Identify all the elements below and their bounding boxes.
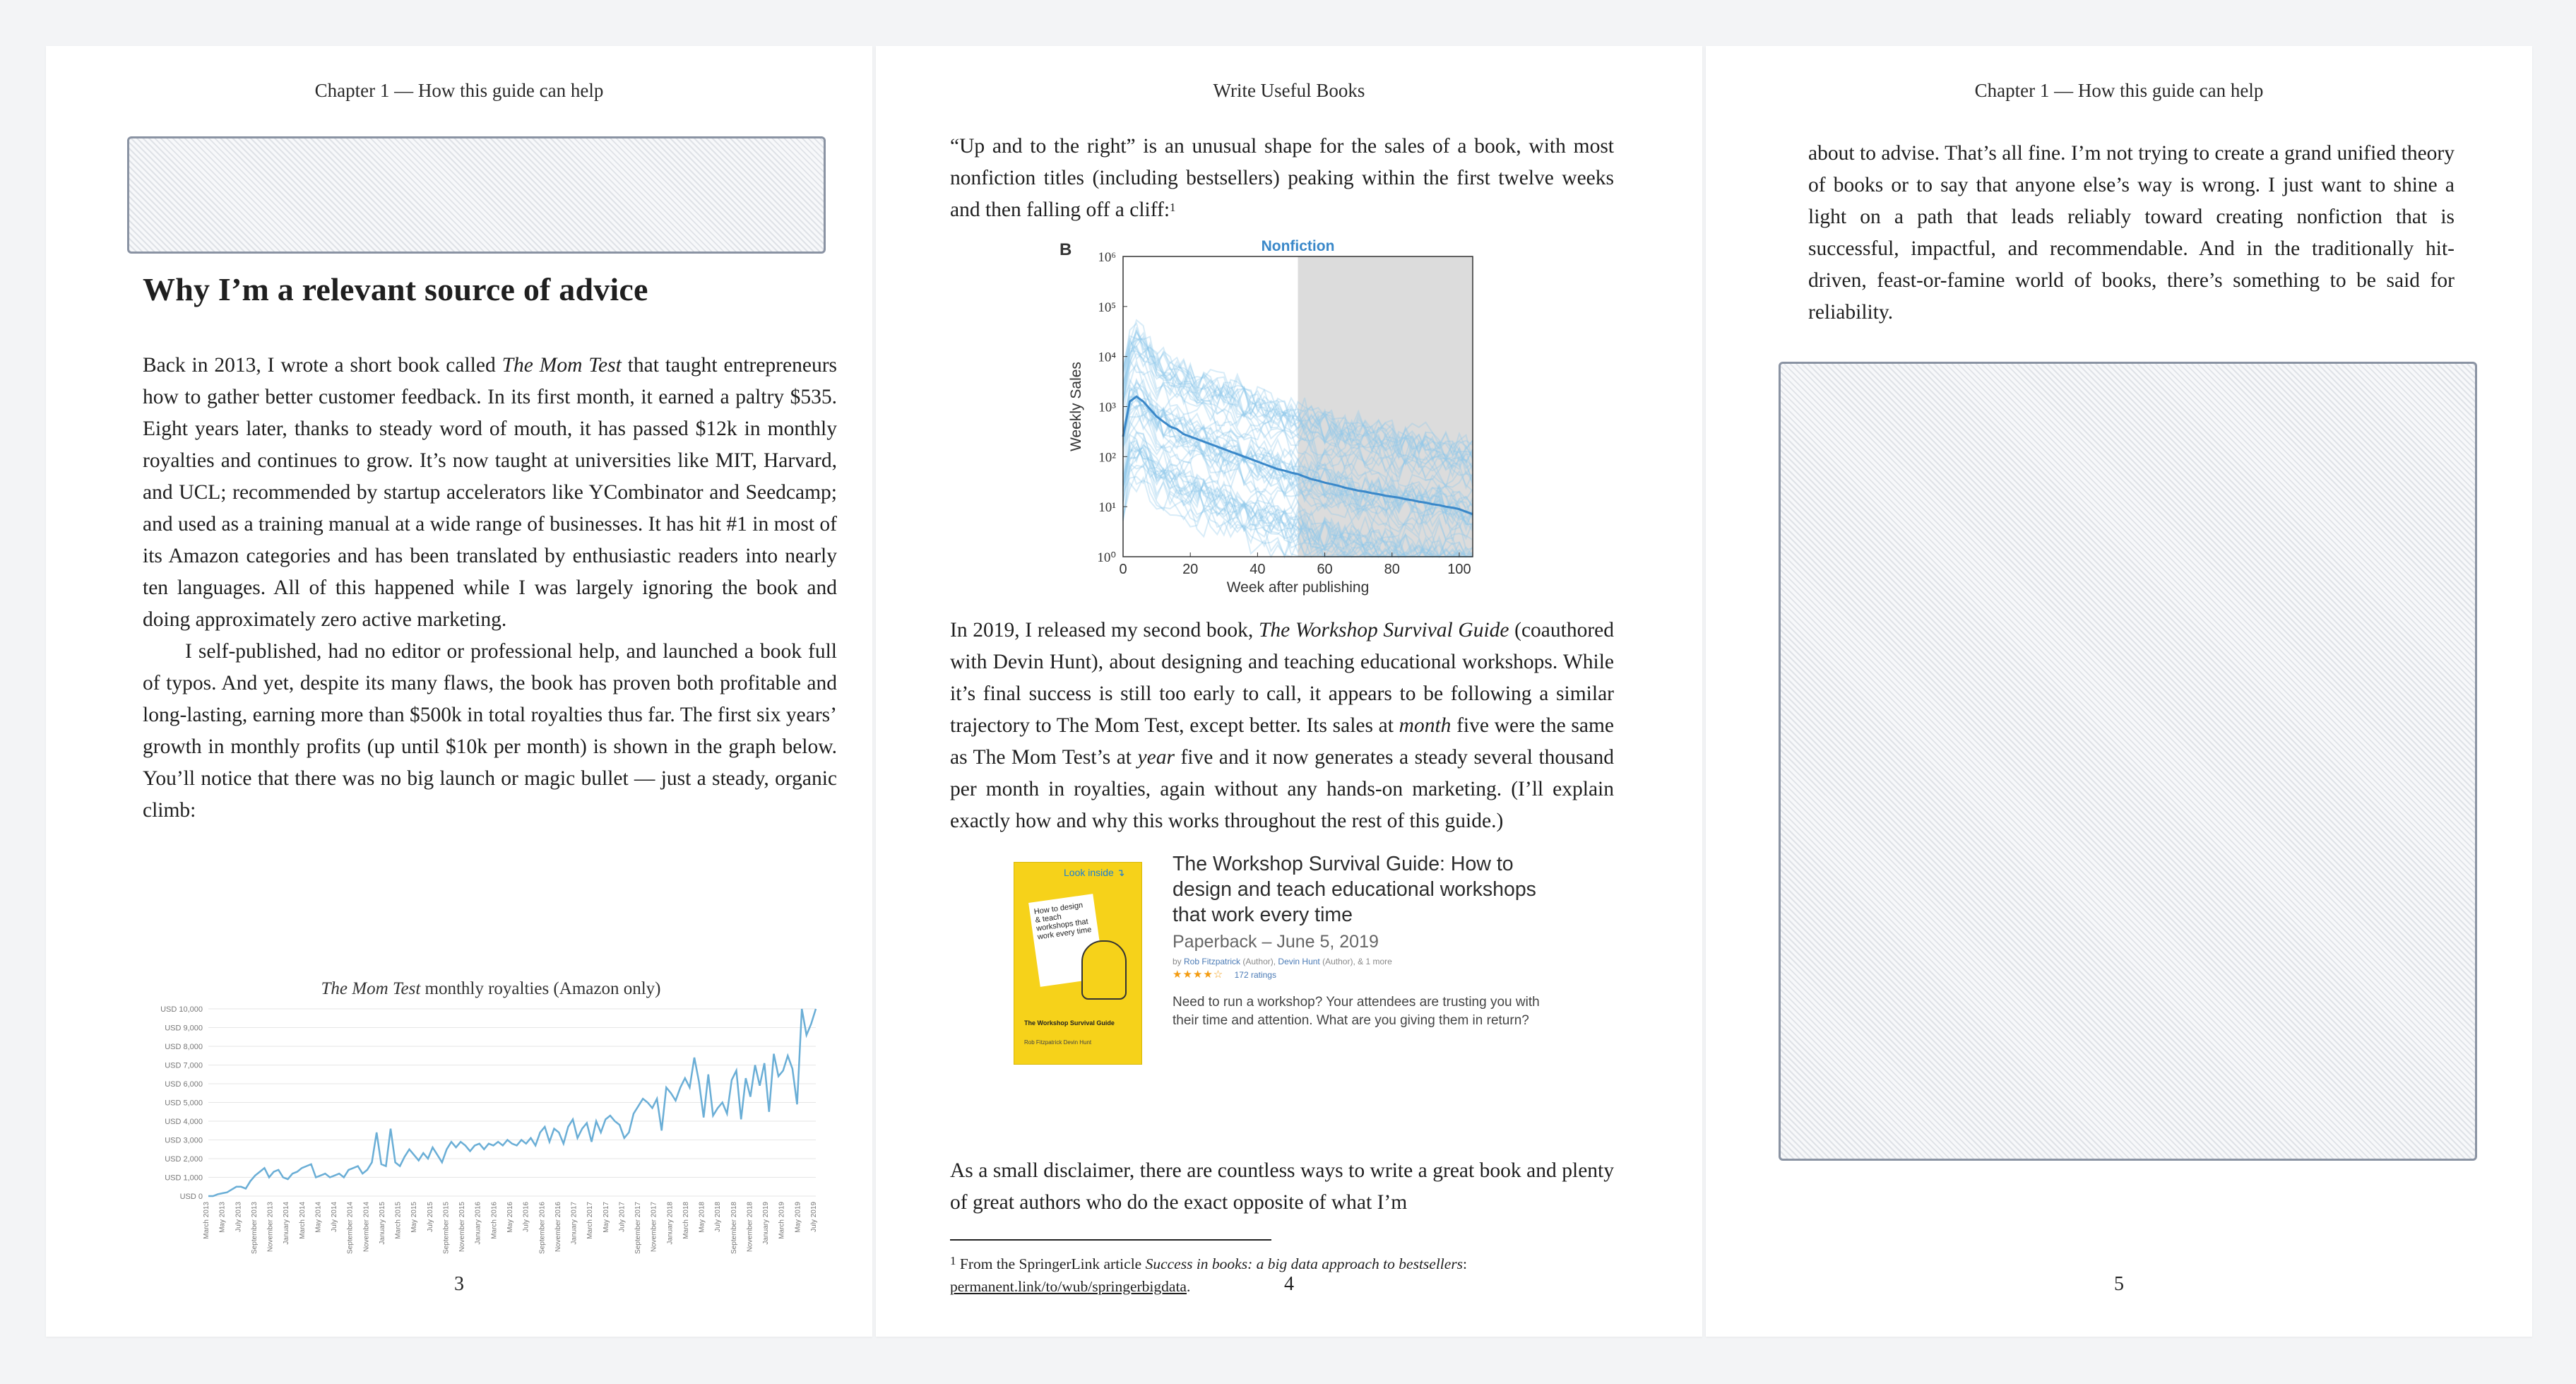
star-rating-icon[interactable]: ★★★★☆: [1173, 969, 1224, 981]
x-tick-label: January 2014: [283, 1202, 291, 1245]
y-tick-label: 10¹: [1098, 500, 1116, 516]
cover-authors: Rob Fitzpatrick Devin Hunt: [1024, 1039, 1092, 1046]
nonfiction-chart-svg: [1056, 232, 1508, 613]
x-tick-label: March 2016: [490, 1202, 499, 1239]
paragraph: “Up and to the right” is an unusual shape for the sales of a book, with most nonfiction titles (including bestsellers) peaking within the first twelve weeks and then falling off a cliff:$^1$: [950, 135, 1614, 221]
running-header: Write Useful Books: [1213, 80, 1365, 101]
hand-icon: [1081, 940, 1127, 1000]
book-listing-card[interactable]: [1014, 851, 1579, 1120]
x-tick-label: May 2016: [506, 1202, 514, 1233]
page-number: 4: [1284, 1273, 1294, 1295]
book-description: Need to run a workshop? Your attendees are trusting you with their time and attention. What are you giving them in return?: [1173, 995, 1540, 1028]
rating-count[interactable]: 172 ratings: [1234, 970, 1276, 980]
section-title: Why I’m a relevant source of advice: [143, 271, 648, 307]
x-tick-label: July 2014: [331, 1202, 339, 1232]
image-placeholder: [127, 136, 826, 254]
x-tick-label: January 2016: [474, 1202, 482, 1245]
author-link[interactable]: Devin Hunt: [1278, 957, 1320, 966]
body-text: [143, 350, 837, 827]
y-axis-label: Weekly Sales: [1068, 362, 1084, 451]
paragraph: As a small disclaimer, there are countless ways to write a great book and plenty of great authors who do the exact opposite of what I’m: [950, 1159, 1614, 1214]
body-text: [1808, 138, 2455, 329]
x-tick-label: September 2016: [538, 1202, 547, 1254]
y-tick-label: USD 2,000: [165, 1155, 203, 1164]
y-tick-label: USD 1,000: [165, 1173, 203, 1183]
book-title[interactable]: The Workshop Survival Guide: How to design and teach educational workshops that work every time: [1173, 853, 1536, 926]
body-text: [950, 1155, 1614, 1219]
footnote: $^1$ From the SpringerLink article Success in books: a big data approach to bestsellers: permanent.link/to/wub/springerbigdata.: [950, 1254, 1468, 1295]
x-tick-label: September 2017: [634, 1202, 643, 1254]
running-header: Chapter 1 — How this guide can help: [314, 80, 604, 101]
x-tick-label: May 2015: [410, 1202, 419, 1233]
page-4: [876, 46, 1702, 1337]
x-tick-label: May 2018: [698, 1202, 706, 1233]
y-tick-label: USD 9,000: [165, 1024, 203, 1033]
y-tick-label: USD 6,000: [165, 1080, 203, 1089]
y-tick-label: 10⁶: [1098, 250, 1116, 265]
x-axis-label: Week after publishing: [1226, 579, 1370, 596]
x-tick-label: July 2019: [810, 1202, 818, 1232]
book-byline: by Rob Fitzpatrick (Author), Devin Hunt (Author), & 1 more: [1173, 957, 1392, 966]
rating-row: [1173, 968, 1568, 981]
x-tick-label: January 2019: [762, 1202, 771, 1245]
x-tick-label: July 2016: [522, 1202, 530, 1232]
x-tick-label: July 2015: [426, 1202, 434, 1232]
y-tick-label: USD 7,000: [165, 1061, 203, 1070]
x-tick-label: November 2017: [650, 1202, 658, 1253]
x-tick-label: 40: [1250, 562, 1266, 577]
x-tick-label: 100: [1447, 562, 1471, 577]
book-format: Paperback – June 5, 2019: [1173, 932, 1379, 952]
x-tick-label: May 2013: [218, 1202, 227, 1233]
y-tick-label: 10³: [1098, 400, 1116, 415]
y-tick-label: USD 3,000: [165, 1136, 203, 1145]
x-tick-label: 60: [1317, 562, 1333, 577]
paragraph: In 2019, I released my second book, The Workshop Survival Guide (coauthored with Devin Hunt), about designing and teaching educational workshops. While it’s final success is still too early to call, it appears to be following a similar trajectory to The Mom Test, except better. Its sales at month five were the same as The Mom Test’s at year five and it now generates a steady several thousand per month in royalties, again without any hands-on marketing. (I’ll explain exactly how and why this works throughout the rest of this guide.): [950, 619, 1615, 832]
panel-label: B: [1060, 240, 1072, 259]
page-number: 5: [2114, 1273, 2124, 1295]
book-cover[interactable]: [1014, 862, 1142, 1065]
body-text: [950, 615, 1614, 837]
x-tick-label: September 2014: [346, 1202, 355, 1254]
x-tick-label: January 2015: [378, 1202, 386, 1245]
footnote-ref[interactable]: 1: [1170, 201, 1176, 214]
x-tick-label: 0: [1119, 562, 1127, 577]
look-inside-label[interactable]: Look inside ↴: [1064, 867, 1125, 878]
x-tick-label: March 2017: [586, 1202, 595, 1239]
y-tick-label: USD 5,000: [165, 1099, 203, 1108]
x-tick-label: July 2017: [618, 1202, 627, 1232]
body-text: [950, 131, 1614, 226]
x-tick-label: November 2015: [458, 1202, 467, 1253]
paragraph: I self-published, had no editor or professional help, and launched a book full of typos. And yet, despite its many flaws, the book has proven both profitable and long-lasting, earning more than $500k in total royalties thus far. The first six years’ growth in monthly profits (up until $10k per month) is shown in the graph below. You’ll notice that there was no big launch or magic bullet — just a steady, organic climb:: [143, 640, 837, 822]
x-tick-label: May 2017: [602, 1202, 610, 1233]
x-tick-label: May 2019: [794, 1202, 802, 1233]
x-tick-label: November 2013: [266, 1202, 275, 1253]
y-tick-label: 10²: [1098, 450, 1116, 466]
footnote-divider: [950, 1239, 1271, 1241]
royalty-chart: [138, 977, 823, 1274]
cover-paper: How to design & teach workshops that work every time: [1028, 894, 1105, 987]
y-tick-label: USD 0: [179, 1193, 203, 1201]
page-3: [46, 46, 872, 1337]
x-tick-label: 20: [1182, 562, 1199, 577]
x-tick-label: November 2014: [362, 1202, 371, 1253]
paragraph: Back in 2013, I wrote a short book called The Mom Test that taught entrepreneurs how to gather better customer feedback. In its first month, it earned a paltry $535. Eight years later, thanks to steady word of mouth, it has passed $12k in monthly royalties and continues to grow. It’s now taught at universities like MIT, Harvard, and UCL; recommended by startup accelerators like YCombinator and Seedcamp; and used as a training manual at a wide range of businesses. It has hit #1 in most of its Amazon categories and has been translated by enthusiastic readers into nearly ten languages. All of this happened while I was largely ignoring the book and doing approximately zero active marketing.: [143, 354, 837, 631]
x-tick-label: May 2014: [314, 1202, 323, 1233]
y-tick-label: 10⁰: [1097, 550, 1116, 565]
x-tick-label: September 2018: [730, 1202, 738, 1254]
x-tick-label: 80: [1384, 562, 1400, 577]
footnote-link[interactable]: permanent.link/to/wub/springerbigdata: [950, 1278, 1187, 1295]
y-tick-label: USD 4,000: [165, 1118, 203, 1126]
x-tick-label: November 2016: [554, 1202, 562, 1253]
x-tick-label: March 2015: [394, 1202, 403, 1239]
royalty-chart-svg: [138, 977, 823, 1274]
y-tick-label: USD 10,000: [160, 1005, 203, 1014]
running-header: Chapter 1 — How this guide can help: [1974, 80, 2264, 101]
paragraph: about to advise. That’s all fine. I’m not trying to create a grand unified theory of books or to say that anyone else’s way is wrong. I just want to shine a light on a path that leads reliably toward creating nonfiction that is successful, impactful, and recommendable. And in the traditionally hit-driven, feast-or-famine world of books, there’s something to be said for reliability.: [1808, 142, 2455, 324]
x-tick-label: March 2019: [778, 1202, 786, 1239]
cover-title: The Workshop Survival Guide: [1024, 1019, 1115, 1027]
x-tick-label: July 2018: [714, 1202, 723, 1232]
image-placeholder: [1779, 362, 2477, 1161]
chart-title: Nonfiction: [1261, 238, 1335, 254]
x-tick-label: September 2015: [442, 1202, 451, 1254]
book-info: [1173, 851, 1568, 1030]
nonfiction-sales-figure: [1056, 232, 1508, 613]
x-tick-label: September 2013: [250, 1202, 259, 1254]
x-tick-label: March 2014: [298, 1202, 307, 1239]
y-tick-label: 10⁴: [1098, 350, 1116, 365]
chart-title: The Mom Test monthly royalties (Amazon only): [321, 979, 661, 998]
x-tick-label: July 2013: [235, 1202, 243, 1232]
y-tick-label: USD 8,000: [165, 1043, 203, 1051]
page-5: [1706, 46, 2532, 1337]
x-tick-label: November 2018: [746, 1202, 754, 1253]
x-tick-label: March 2013: [203, 1202, 210, 1239]
author-link[interactable]: Rob Fitzpatrick: [1184, 957, 1241, 966]
y-tick-label: 10⁵: [1098, 300, 1116, 315]
x-tick-label: March 2018: [682, 1202, 690, 1239]
page-number: 3: [454, 1273, 464, 1295]
x-tick-label: January 2017: [570, 1202, 578, 1245]
x-tick-label: January 2018: [666, 1202, 675, 1245]
